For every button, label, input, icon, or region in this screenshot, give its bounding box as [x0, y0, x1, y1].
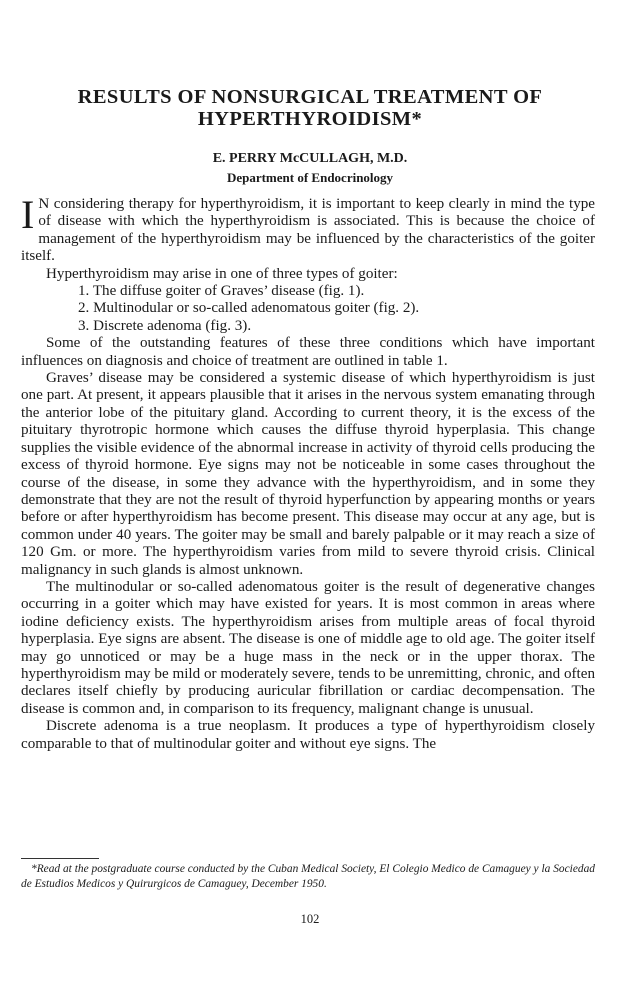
drop-cap: I [21, 192, 35, 237]
paragraph-graves-disease: Graves’ disease may be considered a systemic disease of which hyperthyroidism is just one part. At present, it appears plausible that it arises in the nervous system emanating through the anterior lobe of the pituitary gland. According to current theory, it is the excess of the pituitary thyrotropic hormone which causes the diffuse thyroid hyperplasia. This change supplies the visible evidence of the abnormal increase in activity of thyroid cells producing the excess of thyroid hormone. Eye signs may not be noticeable in some cases throughout the course of the disease, in some they advance with the hyperthyroidism, and in some they demonstrate that they are not the result of thyroid hyperfunction by appearing months or years before or after hyperthyroidism has become present. This disease may occur at any age, but is common under 40 years. The goiter may be small and barely palpable or it may reach a size of 120 Gm. or more. The hyperthyroidism varies from mild to severe thyroid crisis. Clinical malignancy in such glands is almost unknown. [21, 370, 595, 578]
list-item: 3. Discrete adenoma (fig. 3). [78, 317, 252, 334]
list-item: 1. The diffuse goiter of Graves’ disease (fig. 1). [78, 283, 365, 300]
paragraph-intro [21, 192, 595, 266]
footnote-divider [21, 858, 99, 859]
paragraph-features: Some of the outstanding features of these three conditions which have important influences on diagnosis and choice of treatment are outlined in table 1. [21, 335, 595, 369]
goiter-types-list [21, 283, 595, 335]
list-item: 2. Multinodular or so-called adenomatous goiter (fig. 2). [78, 300, 420, 317]
article-body [21, 192, 595, 753]
author-department: Department of Endocrinology [226, 170, 394, 185]
paragraph-discrete-adenoma: Discrete adenoma is a true neoplasm. It produces a type of hyperthyroidism closely comparable to that of multinodular goiter and without eye signs. The [21, 718, 595, 752]
page-number: 102 [300, 912, 320, 926]
author-name: E. PERRY McCULLAGH, M.D. [212, 151, 408, 166]
paragraph-goiter-types: Hyperthyroidism may arise in one of three types of goiter: [46, 265, 398, 282]
paragraph-intro-text: N considering therapy for hyperthyroidism, it is important to keep clearly in mind the type of disease with which the hyperthyroidism is associated. This is because the choice of management of the hyperthyroidism may be influenced by the characteristics of the goiter itself. [21, 196, 595, 265]
paragraph-multinodular-goiter: The multinodular or so-called adenomatous goiter is the result of degenerative changes occurring in a goiter which may have existed for years. It is most common in areas where iodine deficiency exists. The hyperthyroidism arises from multiple areas of focal thyroid hyperplasia. Eye signs are absent. The disease is one of middle age to old age. The goiter itself may go unnoticed or may be a huge mass in the neck or in the upper thorax. The hyperthyroidism may be mild or moderately severe, tends to be unremitting, chronic, and often declares itself chiefly by producing auricular fibrillation or cardiac decompensation. The disease is common and, in comparison to its frequency, malignant change is unusual. [21, 578, 595, 717]
article-title: RESULTS OF NONSURGICAL TREATMENT OF HYPERTHYROIDISM* [77, 86, 543, 130]
footnote: *Read at the postgraduate course conducted by the Cuban Medical Society, El Colegio Medico de Camaguey y la Sociedad de Estudios Medicos y Quirurgicos de Camaguey, December 1950. [21, 863, 595, 890]
